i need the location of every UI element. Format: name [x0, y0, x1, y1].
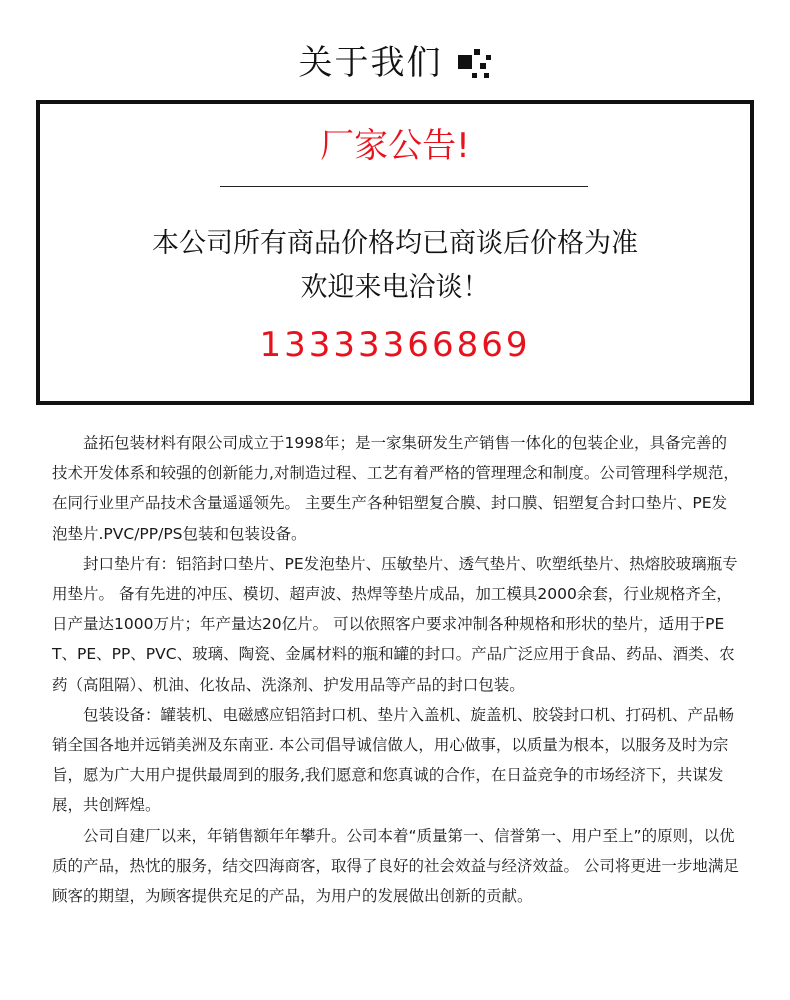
paragraph-equipment: 包装设备：罐装机、电磁感应铝箔封口机、垫片入盖机、旋盖机、胶袋封口机、打码机、产品畅销全国各地并远销美洲及东南亚. 本公司倡导诚信做人，用心做事，以质量为根本，以服务及时为宗旨，愿为广大用户提供最周到的服务,我们愿意和您真诚的合作，在日益竞争的市场经济下，共谋发展，共创辉煌。	[52, 705, 735, 815]
notice-phone-number[interactable]: 13333366869	[259, 325, 531, 365]
company-description	[52, 428, 740, 911]
paragraph-gaskets: 封口垫片有：铝箔封口垫片、PE发泡垫片、压敏垫片、透气垫片、吹塑纸垫片、热熔胶玻璃瓶专用垫片。 备有先进的冲压、模切、超声波、热焊等垫片成品，加工模具2000余套，行业规格齐全，日产量达1000万片；年产量达20亿片。 可以依照客户要求冲制各种规格和形状的垫片，适用于PET、PE、PP、PVC、玻璃、陶瓷、金属材料的瓶和罐的封口。产品广泛应用于食品、药品、酒类、农药（高阻隔）、机油、化妆品、洗涤剂、护发用品等产品的封口包装。	[52, 554, 738, 694]
notice-box	[36, 100, 754, 405]
notice-price-statement: 本公司所有商品价格均已商谈后价格为准	[152, 228, 638, 259]
notice-heading: 厂家公告!	[320, 126, 470, 166]
paragraph-growth: 公司自建厂以来，年销售额年年攀升。公司本着“质量第一、信誉第一、用户至上”的原则，以优质的产品，热忱的服务，结交四海商客，取得了良好的社会效益与经济效益。 公司将更进一步地满足顾客的期望，为顾客提供充足的产品，为用户的发展做出创新的贡献。	[52, 826, 739, 906]
paragraph-intro: 益拓包装材料有限公司成立于1998年；是一家集研发生产销售一体化的包装企业，具备完善的技术开发体系和较强的创新能力,对制造过程、工艺有着严格的管理理念和制度。公司管理科学规范，在同行业里产品技术含量遥遥领先。 主要生产各种铝塑复合膜、封口膜、铝塑复合封口垫片、PE发泡垫片.PVC/PP/PS包装和包装设备。	[52, 434, 739, 543]
section-title	[0, 40, 790, 86]
section-title-text: 关于我们	[298, 43, 443, 83]
pixel-decoration-icon	[458, 47, 492, 79]
notice-welcome: 欢迎来电洽谈！	[300, 272, 490, 303]
notice-divider	[220, 186, 588, 187]
